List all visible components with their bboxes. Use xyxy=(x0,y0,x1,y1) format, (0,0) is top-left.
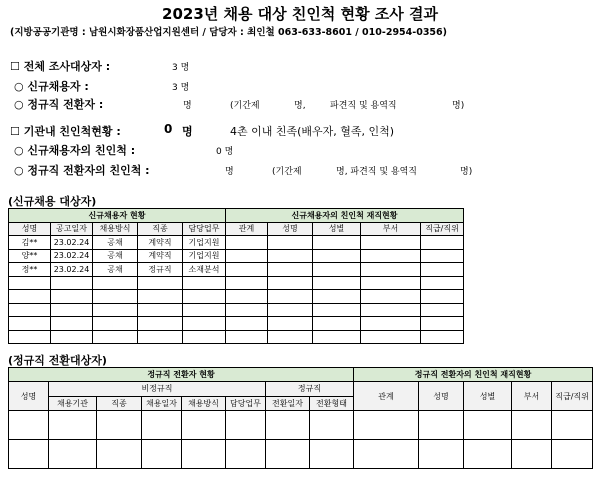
table-cell xyxy=(361,263,421,277)
table-row xyxy=(9,290,464,304)
table-cell xyxy=(313,290,361,304)
new-hire-status-header: 신규채용자 현황 xyxy=(9,209,226,223)
table-cell xyxy=(313,263,361,277)
reg-rel-label: ○ 정규직 전환자의 친인척 : xyxy=(14,164,150,177)
table-cell xyxy=(419,411,464,440)
table-cell xyxy=(266,440,310,469)
table-cell xyxy=(512,411,552,440)
total-label: ☐ 전체 조사대상자 : xyxy=(10,60,111,73)
sub-col-header: 전환일자 xyxy=(266,396,310,411)
table-cell: 23.02.24 xyxy=(51,236,93,250)
sub-col-header: 채용기관 xyxy=(49,396,97,411)
sub-col-header: 채용일자 xyxy=(142,396,182,411)
relatives-unit: 명 xyxy=(182,125,193,138)
new-rel-value: 0 명 xyxy=(216,147,234,157)
table-cell: 공채 xyxy=(93,263,138,277)
col-header: 성명 xyxy=(268,222,313,236)
table-cell xyxy=(268,290,313,304)
table-cell xyxy=(183,290,226,304)
table-cell: 계약직 xyxy=(138,249,183,263)
section1-title: (신규채용 대상자) xyxy=(8,195,97,208)
table-cell: 김** xyxy=(9,236,51,250)
col-header: 성별 xyxy=(313,222,361,236)
table-cell xyxy=(361,290,421,304)
table-cell xyxy=(93,330,138,344)
table-cell xyxy=(9,276,51,290)
table-cell xyxy=(313,317,361,331)
table-cell xyxy=(138,303,183,317)
page-subtitle: (지방공공기관명 : 남원시화장품산업지원센터 / 담당자 : 최인철 063-633-8601 / 010-2954-0356) xyxy=(10,27,447,38)
table-cell: 공채 xyxy=(93,249,138,263)
regular-status-header: 정규직 전환자 현황 xyxy=(9,368,354,382)
table-cell xyxy=(51,330,93,344)
new-hire-label: ○ 신규채용자 : xyxy=(14,80,89,93)
table-cell: 양** xyxy=(9,249,51,263)
table-cell xyxy=(313,303,361,317)
name-header: 성명 xyxy=(9,382,49,411)
table-cell xyxy=(313,330,361,344)
table-cell xyxy=(183,303,226,317)
new-hire-relatives-header: 신규채용자의 친인척 재직현황 xyxy=(226,209,464,223)
table-cell xyxy=(226,303,268,317)
table-cell xyxy=(138,330,183,344)
table-cell xyxy=(268,330,313,344)
table-cell xyxy=(419,440,464,469)
rel-col-header: 관계 xyxy=(354,382,419,411)
table-cell xyxy=(226,440,266,469)
table-cell xyxy=(361,317,421,331)
table-row xyxy=(9,440,593,469)
table-cell xyxy=(354,440,419,469)
table-cell xyxy=(183,276,226,290)
rel-col-header: 성명 xyxy=(419,382,464,411)
table-row xyxy=(9,317,464,331)
table-cell xyxy=(361,303,421,317)
col-header: 성명 xyxy=(9,222,51,236)
col-header: 관계 xyxy=(226,222,268,236)
relatives-label: ☐ 기관내 친인척현황 : xyxy=(10,125,121,138)
table-cell xyxy=(512,440,552,469)
table-row xyxy=(9,236,464,250)
table-cell xyxy=(310,411,354,440)
table-cell: 정** xyxy=(9,263,51,277)
table-cell xyxy=(226,276,268,290)
table-cell xyxy=(9,330,51,344)
table-cell xyxy=(51,303,93,317)
table-cell xyxy=(49,411,97,440)
col-header: 채용방식 xyxy=(93,222,138,236)
table-row xyxy=(9,411,593,440)
table-cell: 공채 xyxy=(93,236,138,250)
new-hire-value: 3 명 xyxy=(172,83,190,93)
table-cell xyxy=(421,236,464,250)
reg-rel-value: 명 xyxy=(225,167,234,177)
table-cell xyxy=(97,440,142,469)
table-cell xyxy=(268,276,313,290)
table-cell xyxy=(421,290,464,304)
table-cell xyxy=(421,276,464,290)
new-rel-label: ○ 신규채용자의 친인척 : xyxy=(14,144,136,157)
dispatch-unit: 명) xyxy=(452,101,465,111)
table-cell xyxy=(226,317,268,331)
table-cell xyxy=(268,236,313,250)
table-cell xyxy=(552,440,593,469)
reg-rel-end: 명) xyxy=(460,167,473,177)
reg-rel-mid: 명, 파견직 및 용역직 xyxy=(336,167,417,177)
table-cell xyxy=(226,236,268,250)
table-cell xyxy=(138,317,183,331)
table-cell xyxy=(421,317,464,331)
table-cell xyxy=(226,330,268,344)
table-cell xyxy=(183,330,226,344)
table-cell xyxy=(313,236,361,250)
section2-title: (정규직 전환대상자) xyxy=(8,354,107,367)
page-title: 2023년 채용 대상 친인척 현황 조사 결과 xyxy=(162,5,438,23)
table-cell xyxy=(313,276,361,290)
table-cell xyxy=(354,411,419,440)
table-cell xyxy=(9,303,51,317)
total-value: 3 명 xyxy=(172,63,190,73)
table-cell: 23.02.24 xyxy=(51,249,93,263)
rel-col-header: 부서 xyxy=(512,382,552,411)
table-row xyxy=(9,263,464,277)
table-cell xyxy=(552,411,593,440)
table-cell xyxy=(9,317,51,331)
table-cell xyxy=(464,440,512,469)
table-cell xyxy=(313,249,361,263)
regular-label: ○ 정규직 전환자 : xyxy=(14,98,104,111)
table-cell xyxy=(97,411,142,440)
table-cell xyxy=(182,440,226,469)
table-cell: 소재분석 xyxy=(183,263,226,277)
table-cell: 정규직 xyxy=(138,263,183,277)
table-cell xyxy=(183,317,226,331)
rel-col-header: 직급/직위 xyxy=(552,382,593,411)
table-cell xyxy=(361,276,421,290)
table-cell xyxy=(226,249,268,263)
table-cell xyxy=(421,330,464,344)
table-cell xyxy=(421,263,464,277)
contract-text: (기간제 xyxy=(230,101,260,111)
col-header: 담당업무 xyxy=(183,222,226,236)
table-cell xyxy=(142,440,182,469)
table-cell xyxy=(268,249,313,263)
table-cell xyxy=(142,411,182,440)
table-cell xyxy=(266,411,310,440)
regular-relatives-header: 정규직 전환자의 친인척 재직현황 xyxy=(354,368,593,382)
table-cell xyxy=(421,303,464,317)
table-cell: 23.02.24 xyxy=(51,263,93,277)
table-cell: 기업지원 xyxy=(183,249,226,263)
table-cell xyxy=(93,303,138,317)
table-cell xyxy=(138,290,183,304)
contract-unit: 명, xyxy=(294,101,306,111)
relatives-desc: 4촌 이내 친족(배우자, 혈족, 인척) xyxy=(230,125,395,138)
table-cell xyxy=(361,236,421,250)
table-row xyxy=(9,249,464,263)
regular-header: 정규직 xyxy=(266,382,354,397)
table-cell: 계약직 xyxy=(138,236,183,250)
table-cell xyxy=(51,317,93,331)
table-cell: 기업지원 xyxy=(183,236,226,250)
table-row xyxy=(9,276,464,290)
table-cell xyxy=(93,317,138,331)
table-cell xyxy=(9,411,49,440)
nonregular-header: 비정규직 xyxy=(49,382,266,397)
table-cell xyxy=(226,411,266,440)
table-cell xyxy=(51,290,93,304)
table-cell xyxy=(93,290,138,304)
table-cell xyxy=(138,276,183,290)
new-hire-table xyxy=(8,208,464,344)
table-cell xyxy=(9,290,51,304)
col-header: 직급/직위 xyxy=(421,222,464,236)
col-header: 직종 xyxy=(138,222,183,236)
sub-col-header: 직종 xyxy=(97,396,142,411)
regular-value: 명 xyxy=(183,101,192,111)
table-cell xyxy=(268,303,313,317)
table-cell xyxy=(93,276,138,290)
table-cell xyxy=(310,440,354,469)
sub-col-header: 담당업무 xyxy=(226,396,266,411)
table-cell xyxy=(226,263,268,277)
table-cell xyxy=(182,411,226,440)
sub-col-header: 채용방식 xyxy=(182,396,226,411)
table-cell xyxy=(226,290,268,304)
table-cell xyxy=(361,330,421,344)
table-cell xyxy=(9,440,49,469)
reg-rel-contract: (기간제 xyxy=(272,167,302,177)
table-cell xyxy=(361,249,421,263)
col-header: 공고일자 xyxy=(51,222,93,236)
regular-conversion-table xyxy=(8,367,593,469)
table-cell xyxy=(464,411,512,440)
dispatch-text: 파견직 및 용역직 xyxy=(330,101,397,111)
table-row xyxy=(9,330,464,344)
table-cell xyxy=(268,263,313,277)
col-header: 부서 xyxy=(361,222,421,236)
table-cell xyxy=(268,317,313,331)
relatives-value: 0 xyxy=(164,122,173,136)
sub-col-header: 전환형태 xyxy=(310,396,354,411)
table-cell xyxy=(51,276,93,290)
table-cell xyxy=(49,440,97,469)
table-cell xyxy=(421,249,464,263)
rel-col-header: 성별 xyxy=(464,382,512,411)
table-row xyxy=(9,303,464,317)
